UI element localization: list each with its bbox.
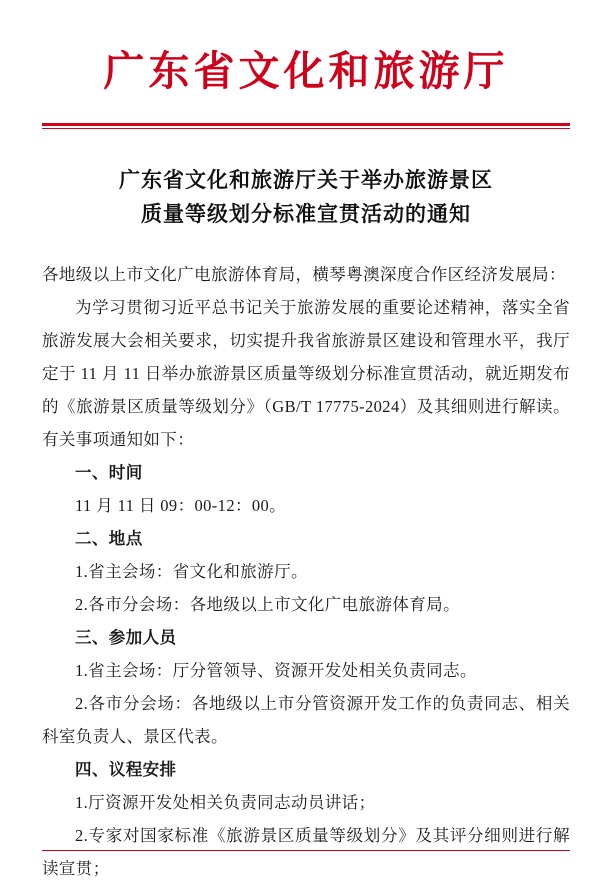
section-heading-agenda: 四、议程安排 bbox=[75, 760, 177, 780]
section-item-time-1: 11 月 11 日 09：00-12：00。 bbox=[75, 496, 287, 516]
document-title-line-2: 质量等级划分标准宣贯活动的通知 bbox=[141, 202, 471, 227]
document-title bbox=[42, 163, 570, 232]
section-item-participants-1: 1.省主会场：厅分管领导、资源开发处相关负责同志。 bbox=[75, 661, 477, 681]
document-title-line-1: 广东省文化和旅游厅关于举办旅游景区 bbox=[119, 167, 493, 192]
footer-divider bbox=[42, 850, 570, 852]
recipient-line: 各地级以上市文化广电旅游体育局，横琴粤澳深度合作区经济发展局： bbox=[42, 265, 566, 285]
letterhead bbox=[42, 0, 570, 97]
section-heading-location: 二、地点 bbox=[75, 529, 143, 549]
intro-paragraph: 为学习贯彻习近平总书记关于旅游发展的重要论述精神，落实全省旅游发展大会相关要求，切实提升我省旅游景区建设和管理水平，我厅定于 11 月 11 日举办旅游景区质量等级划分标准宣贯活动，就近期发布的《旅游景区质量等级划分》（GB/T 17775-2024）及其细则进行解读。有关事项通知如下： bbox=[42, 298, 570, 450]
section-item-location-1: 1.省主会场：省文化和旅游厅。 bbox=[75, 562, 308, 582]
section-item-agenda-2: 2.专家对国家标准《旅游景区质量等级划分》及其评分细则进行解读宣贯； bbox=[42, 826, 570, 879]
section-item-location-2: 2.各市分会场：各地级以上市文化广电旅游体育局。 bbox=[75, 595, 460, 615]
section-heading-time: 一、时间 bbox=[75, 463, 143, 483]
section-item-agenda-1: 1.厅资源开发处相关负责同志动员讲话； bbox=[75, 793, 376, 813]
letterhead-divider bbox=[42, 123, 570, 129]
divider-thin-line bbox=[42, 128, 570, 129]
section-heading-participants: 三、参加人员 bbox=[75, 628, 177, 648]
document-body bbox=[42, 258, 570, 885]
section-item-participants-2: 2.各市分会场：各地级以上市分管资源开发工作的负责同志、相关科室负责人、景区代表。 bbox=[42, 694, 570, 747]
issuing-agency-title: 广东省文化和旅游厅 bbox=[103, 48, 509, 94]
